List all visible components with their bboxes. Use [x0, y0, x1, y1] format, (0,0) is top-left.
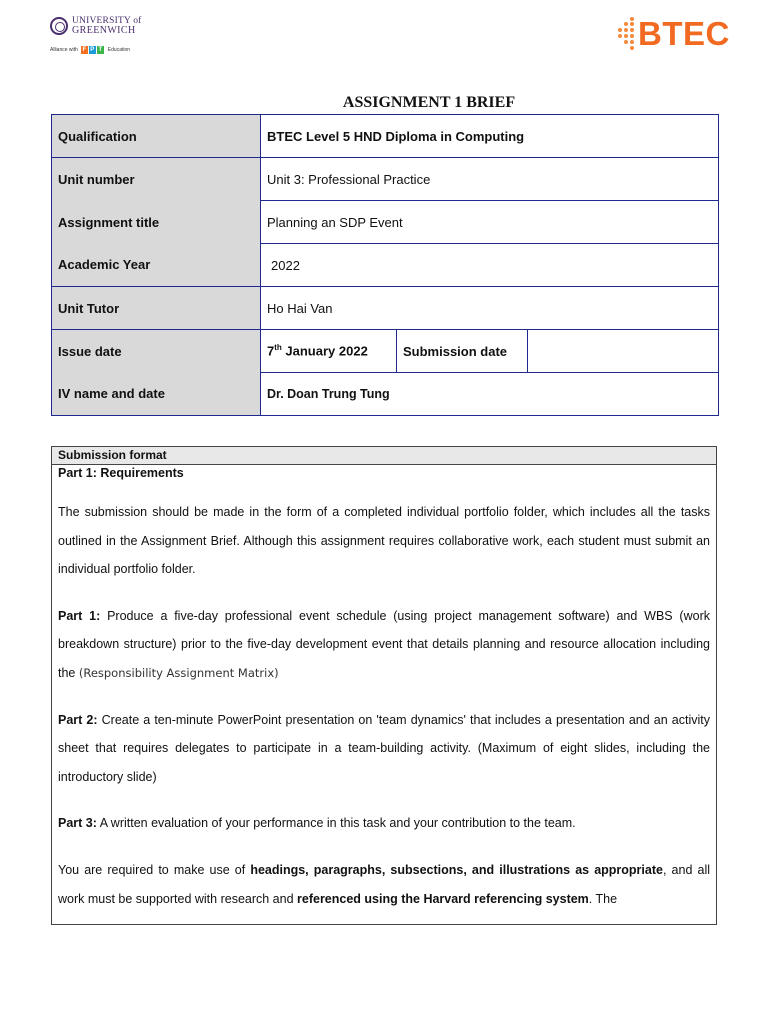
unit-tutor-label: Unit Tutor	[52, 287, 261, 330]
part1-paragraph	[58, 602, 710, 688]
issue-date-rest: January 2022	[281, 343, 368, 359]
academic-year-value: 2022	[261, 244, 719, 287]
assignment-title-value: Planning an SDP Event	[261, 201, 719, 244]
formatting-text-b: headings, paragraphs, subsections, and illustrations as appropriate	[250, 862, 663, 877]
iv-label: IV name and date	[52, 373, 261, 416]
university-logo	[50, 16, 150, 62]
unit-tutor-value: Ho Hai Van	[261, 287, 719, 330]
alliance-line	[50, 46, 150, 54]
part2-paragraph	[58, 706, 710, 792]
university-seal-icon	[50, 17, 68, 35]
assignment-title-row	[52, 201, 719, 244]
part3-text: A written evaluation of your performance in this task and your contribution to the team.	[96, 816, 576, 831]
formatting-text-a: You are required to make use of	[58, 862, 251, 877]
qualification-row	[52, 115, 719, 158]
academic-year-row	[52, 244, 719, 287]
btec-wordmark: BTEC	[638, 15, 730, 52]
qualification-label: Qualification	[52, 115, 261, 158]
unit-number-row	[52, 158, 719, 201]
part1-requirements-heading: Part 1: Requirements	[58, 466, 184, 480]
assignment-title-heading: ASSIGNMENT 1 BRIEF	[342, 94, 516, 111]
intro-paragraph: The submission should be made in the form of a completed individual portfolio folder, which includes all the tasks outlined in the Assignment Brief. Although this assignment requires collaborative work, each student must submit an individual portfolio folder.	[58, 505, 710, 577]
unit-number-label: Unit number	[52, 158, 261, 201]
fpt-letter-f: F	[82, 47, 87, 53]
formatting-text-c: , and all work must be supported with research and	[58, 862, 711, 906]
unit-number-value: Unit 3: Professional Practice	[261, 158, 719, 201]
part1-label: Part 1:	[58, 608, 101, 623]
fpt-logo	[81, 46, 105, 54]
formatting-paragraph	[58, 856, 710, 913]
iv-value: Dr. Doan Trung Tung	[261, 373, 719, 416]
formatting-text-e: . The	[588, 891, 618, 906]
alliance-text: Alliance with	[50, 47, 78, 53]
unit-tutor-row	[52, 287, 719, 330]
submission-date-value	[528, 330, 719, 373]
assignment-info-table	[51, 114, 719, 416]
issue-date-day: 7	[267, 343, 275, 359]
part3-paragraph	[58, 809, 710, 838]
qualification-value: BTEC Level 5 HND Diploma in Computing	[261, 115, 719, 158]
btec-logo	[618, 14, 748, 54]
part2-text: Create a ten-minute PowerPoint presentation on 'team dynamics' that includes a presentation and an activity sheet that requires delegates to participate in a team-building activity. (Maximum of eight slides, including the introductory slide)	[58, 712, 711, 784]
submission-format-box	[51, 446, 717, 925]
submission-format-body	[52, 465, 716, 913]
formatting-text-d: referenced using the Harvard referencing system	[297, 891, 589, 906]
part3-label: Part 3:	[58, 816, 97, 831]
ram-text: (Responsibility Assignment Matrix)	[78, 665, 279, 680]
issue-date-label: Issue date	[52, 330, 261, 373]
university-line2: GREENWICH	[72, 25, 136, 36]
issue-date-value	[261, 330, 397, 373]
issue-date-row	[52, 330, 719, 373]
issue-date-suffix: th	[274, 343, 282, 353]
iv-row	[52, 373, 719, 416]
education-text: Education	[107, 47, 131, 53]
academic-year-label: Academic Year	[52, 244, 261, 287]
fpt-letter-t: T	[98, 47, 103, 53]
university-line1: UNIVERSITY of	[72, 16, 142, 26]
assignment-title-label: Assignment title	[52, 201, 261, 244]
part2-label: Part 2:	[58, 712, 98, 727]
part1-text: Produce a five-day professional event schedule (using project management software) and WBS (work breakdown structure) prior to the five-day development event that details planning and resource allocation including the	[58, 608, 710, 680]
fpt-letter-p: P	[90, 47, 95, 53]
submission-format-header: Submission format	[52, 447, 716, 465]
submission-date-label: Submission date	[397, 330, 528, 373]
